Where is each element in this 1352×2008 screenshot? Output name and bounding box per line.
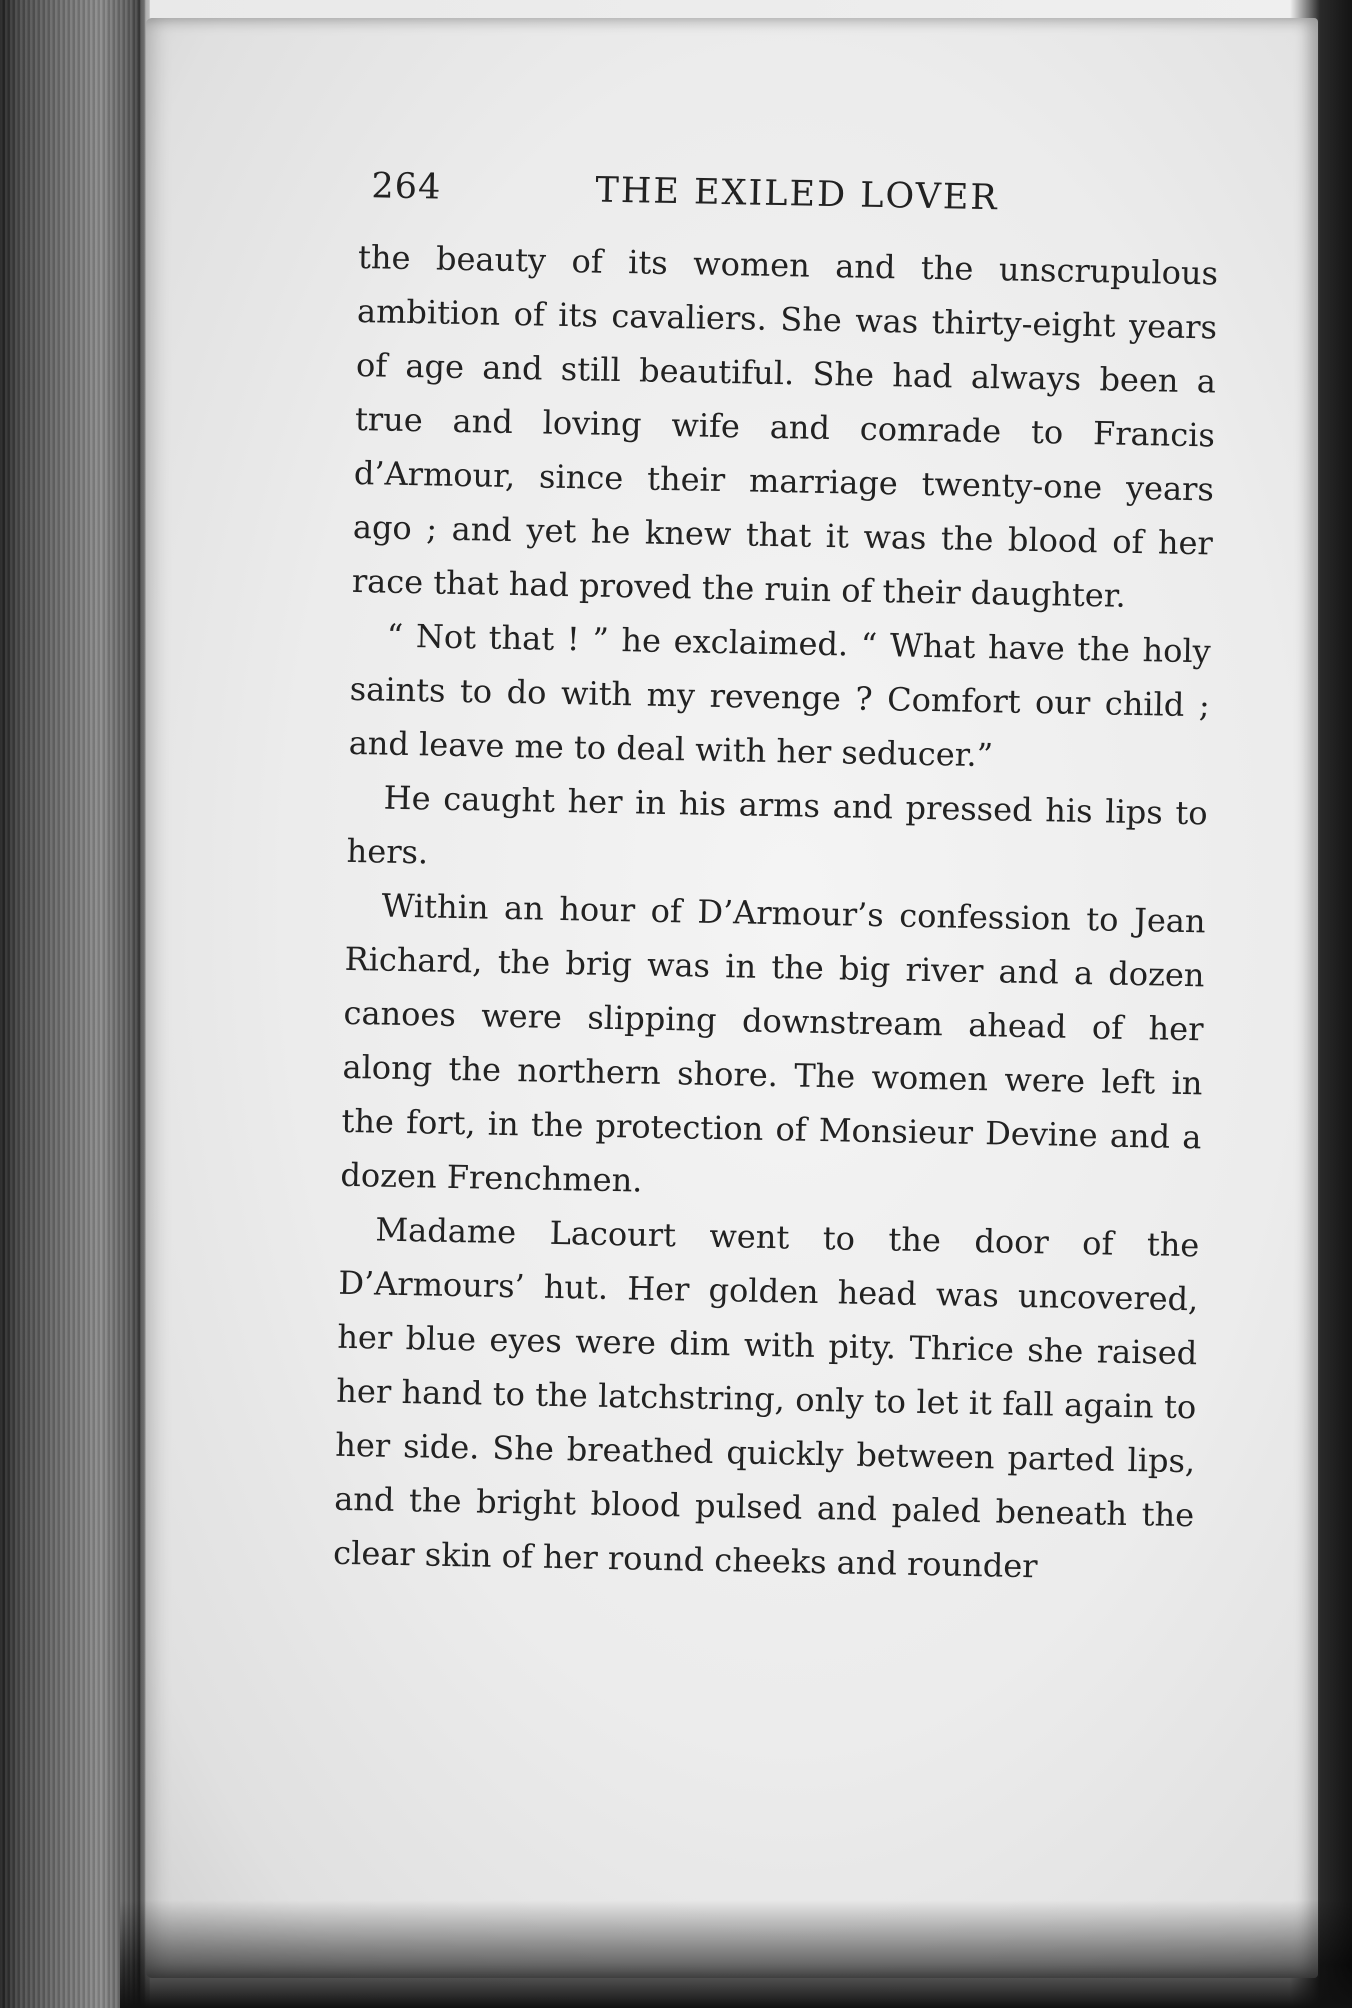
paragraph-2: “ Not that ! ” he exclaimed. “ What have the holy saints to do with my revenge ? Comfort our child ; and leave me to deal with her seducer.” [348,616,1212,775]
page-number: 264 [371,166,442,208]
paragraph-1: the beauty of its women and the unscrupulous ambition of its cavaliers. She was thirty-eight years of age and still beautiful. She had always been a true and loving wife and comrade to Francis d’Armour, since their marriage twenty-one years ago ; and yet he knew that it was the blood of her race that had proved the ruin of their daughter. [351,237,1219,615]
paragraph-5: Madame Lacourt went to the door of the D’Armours’ hut. Her golden head was uncovered, her blue eyes were dim with pity. Thrice she raised her hand to the latchstring, only to let it fall again to her side. She breathed quickly between parted lips, and the bright blood pulsed and paled beneath the clear skin of her round cheeks and rounder [332,1210,1200,1586]
page-text-block [333,160,1220,1596]
running-head-title: THE EXILED LOVER [595,170,1000,219]
book-page-edges [0,0,150,2008]
paragraph-4: Within an hour of D’Armour’s confession to Jean Richard, the brig was in the big river and a dozen canoes were slipping downstream ahead of her along the northern shore. The women were left in the fort, in the protection of Monsieur Devine and a dozen Frenchmen. [340,886,1206,1200]
bottom-shadow [120,1900,1352,2008]
paragraph-3: He caught her in his arms and pressed his lips to hers. [346,778,1208,872]
